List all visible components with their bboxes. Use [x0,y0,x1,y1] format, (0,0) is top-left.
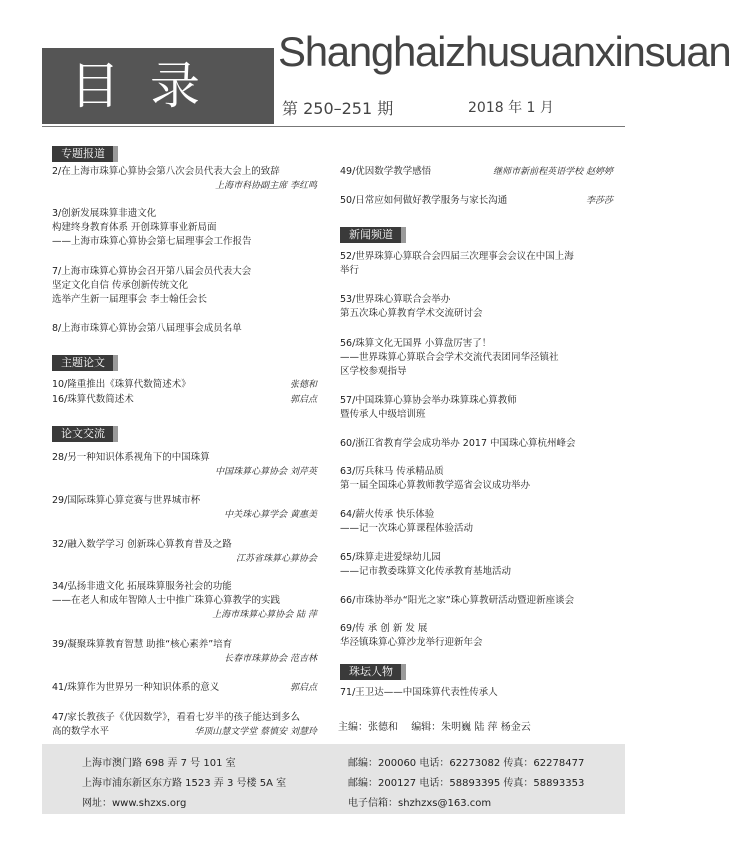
entry-line: 63/厉兵秣马 传承精品质 [340,466,444,477]
entry-line: 71/王卫达——中国珠算代表性传承人 [340,687,498,698]
entry-line: 39/凝聚珠算教育智慧 助推“核心素养”培育 [52,639,233,650]
entry-line: 7/上海市珠算心算协会召开第八届会员代表大会 [52,266,252,277]
toc-entry[interactable] [340,508,613,536]
section-tag-special-report: 专题报道 [52,146,113,162]
entry-author: 上海市科协副主席 李红鸣 [215,181,317,191]
entry-line: 28/另一种知识体系视角下的中国珠算 [52,452,210,463]
toc-entry[interactable] [52,638,317,664]
entry-line: 50/日常应如何做好教学服务与家长沟通 [340,195,508,206]
toc-entry[interactable] [52,322,317,336]
entry-line: ——记市教委珠算文化传承教育基地活动 [340,566,512,577]
toc-entry[interactable] [340,194,613,208]
entry-line: 10/隆重推出《珠算代数简述术》 [52,379,191,390]
toc-entry[interactable] [52,378,317,392]
entry-author: 长春市珠算协会 范吉林 [224,654,317,664]
toc-entry[interactable] [340,551,613,579]
entry-author: 李莎莎 [585,196,613,206]
toc-entry[interactable] [52,207,317,249]
address-2: 上海市浦东新区东方路 1523 弄 3 号楼 5A 室 [82,778,287,789]
website[interactable]: 网址：www.shzxs.org [82,798,187,809]
entry-line: 8/上海市珠算心算协会第八届理事会成员名单 [52,323,242,334]
entry-line: ——在老人和成年智障人士中推广珠算心算教学的实践 [52,595,281,606]
entry-line: 举行 [340,265,360,276]
title-block [42,48,274,124]
toc-entry[interactable] [52,451,317,477]
entry-line: 3/创新发展珠算非遗文化 [52,208,157,219]
entry-line: ——记一次珠心算课程体验活动 [340,523,474,534]
entry-author: 郭启点 [289,395,317,405]
entry-author: 华顶山慧文学堂 蔡慎安 刘慧玲 [194,727,317,737]
section-tag-people: 珠坛人物 [340,664,401,680]
entry-line: 16/珠算代数简述术 [52,394,134,405]
toc-entry[interactable] [340,337,613,379]
toc-entry[interactable] [340,465,613,493]
entry-line: 32/融入数学学习 创新珠心算教育普及之路 [52,539,232,550]
chief-editor: 主编：张德和 [338,722,398,733]
contact-2: 邮编：200127 电话：58893395 传真：58893353 [348,778,585,789]
footer-contact-box [42,744,625,814]
entry-author: 继师市新前程英语学校 赵婷婷 [493,167,613,177]
toc-entry[interactable] [340,293,613,321]
entry-line: 69/传 承 创 新 发 展 [340,623,428,634]
toc-entry[interactable] [340,165,613,179]
issue-number: 第 250–251 期 [282,99,394,118]
section-tag-news: 新闻频道 [340,227,401,243]
entry-author: 郭启点 [289,683,317,693]
toc-entry[interactable] [52,494,317,520]
entry-line: 64/薪火传承 快乐体验 [340,509,435,520]
entry-author: 张德和 [289,380,317,390]
entry-line: 坚定文化自信 传承创新传统文化 [52,280,189,291]
toc-entry[interactable] [340,437,613,451]
entry-author: 中关珠心算学会 黄惠美 [224,510,317,520]
toc-entry[interactable] [52,711,317,739]
section-tag-paper-exchange: 论文交流 [52,426,113,442]
contact-1: 邮编：200060 电话：62273082 传真：62278477 [348,758,585,769]
entry-author: 江苏省珠算心算协会 [235,554,317,564]
toc-entry[interactable] [340,594,613,608]
toc-entry[interactable] [52,681,317,695]
section-tag-theme-papers: 主题论文 [52,355,113,371]
entry-author: 中国珠算心算协会 刘芹英 [215,467,317,477]
title-char-1: 目 [70,57,120,115]
toc-entry[interactable] [52,393,317,407]
editors-list: 编辑：朱明巍 陆 萍 杨金云 [411,722,531,733]
entry-line: 60/浙江省教育学会成功举办 2017 中国珠心算杭州峰会 [340,438,576,449]
toc-entry[interactable] [340,394,613,422]
entry-line: 区学校参观指导 [340,366,407,377]
entry-line: 49/优因数学教学感悟 [340,166,432,177]
entry-line: 暨传承人中级培训班 [340,409,426,420]
entry-line: 选举产生新一届理事会 李士翰任会长 [52,294,208,305]
entry-line: 29/国际珠算心算竞赛与世界城市杯 [52,495,201,506]
entry-line: 57/中国珠算心算协会举办珠算珠心算教师 [340,395,517,406]
toc-entry[interactable] [52,165,317,191]
entry-line: 66/市珠协举办“阳光之家”珠心算教研活动暨迎新座谈会 [340,595,575,606]
entry-line: 第五次珠心算教育学术交流研讨会 [340,308,483,319]
toc-entry[interactable] [52,538,317,564]
entry-author: 上海市珠算心算协会 陆 萍 [212,610,317,620]
entry-line: ——世界珠算心算联合会学术交流代表团同华泾镇社 [340,352,559,363]
title-char-2: 录 [150,57,200,115]
header-divider [42,126,625,127]
entry-line: ——上海市珠算心算协会第七届理事会工作报告 [52,236,252,247]
entry-line: 华泾镇珠算心算沙龙举行迎新年会 [340,637,483,648]
toc-entry[interactable] [340,686,613,700]
toc-entry[interactable] [340,250,613,278]
entry-line: 构建终身教育体系 开创珠算事业新局面 [52,222,217,233]
email[interactable]: 电子信箱：shzhzxs@163.com [348,798,492,809]
toc-entry[interactable] [52,265,317,307]
entry-line: 41/珠算作为世界另一种知识体系的意义 [52,682,220,693]
issue-date: 2018 年 1 月 [468,100,554,116]
entry-line: 34/弘扬非遗文化 拓展珠算服务社会的功能 [52,581,232,592]
toc-entry[interactable] [340,622,613,650]
entry-line: 53/世界珠心算联合会举办 [340,294,451,305]
entry-line: 52/世界珠算心算联合会四届三次理事会会议在中国上海 [340,251,574,262]
entry-line: 高的数学水平 [52,726,110,737]
magazine-name: Shanghaizhusuanxinsuan [278,28,730,75]
entry-line: 2/在上海市珠算心算协会第八次会员代表大会上的致辞 [52,166,280,177]
entry-line: 第一届全国珠心算教师教学巡省会议成功举办 [340,480,531,491]
entry-line: 56/珠算文化无国界 小算盘厉害了！ [340,338,492,349]
editorial-credits [338,718,541,733]
entry-line: 65/珠算走进爱绿幼儿园 [340,552,441,563]
entry-line: 47/家长教孩子《优因数学》，看看七岁半的孩子能达到多么 [52,712,301,723]
address-1: 上海市澳门路 698 弄 7 号 101 室 [82,758,236,769]
toc-entry[interactable] [52,580,317,620]
